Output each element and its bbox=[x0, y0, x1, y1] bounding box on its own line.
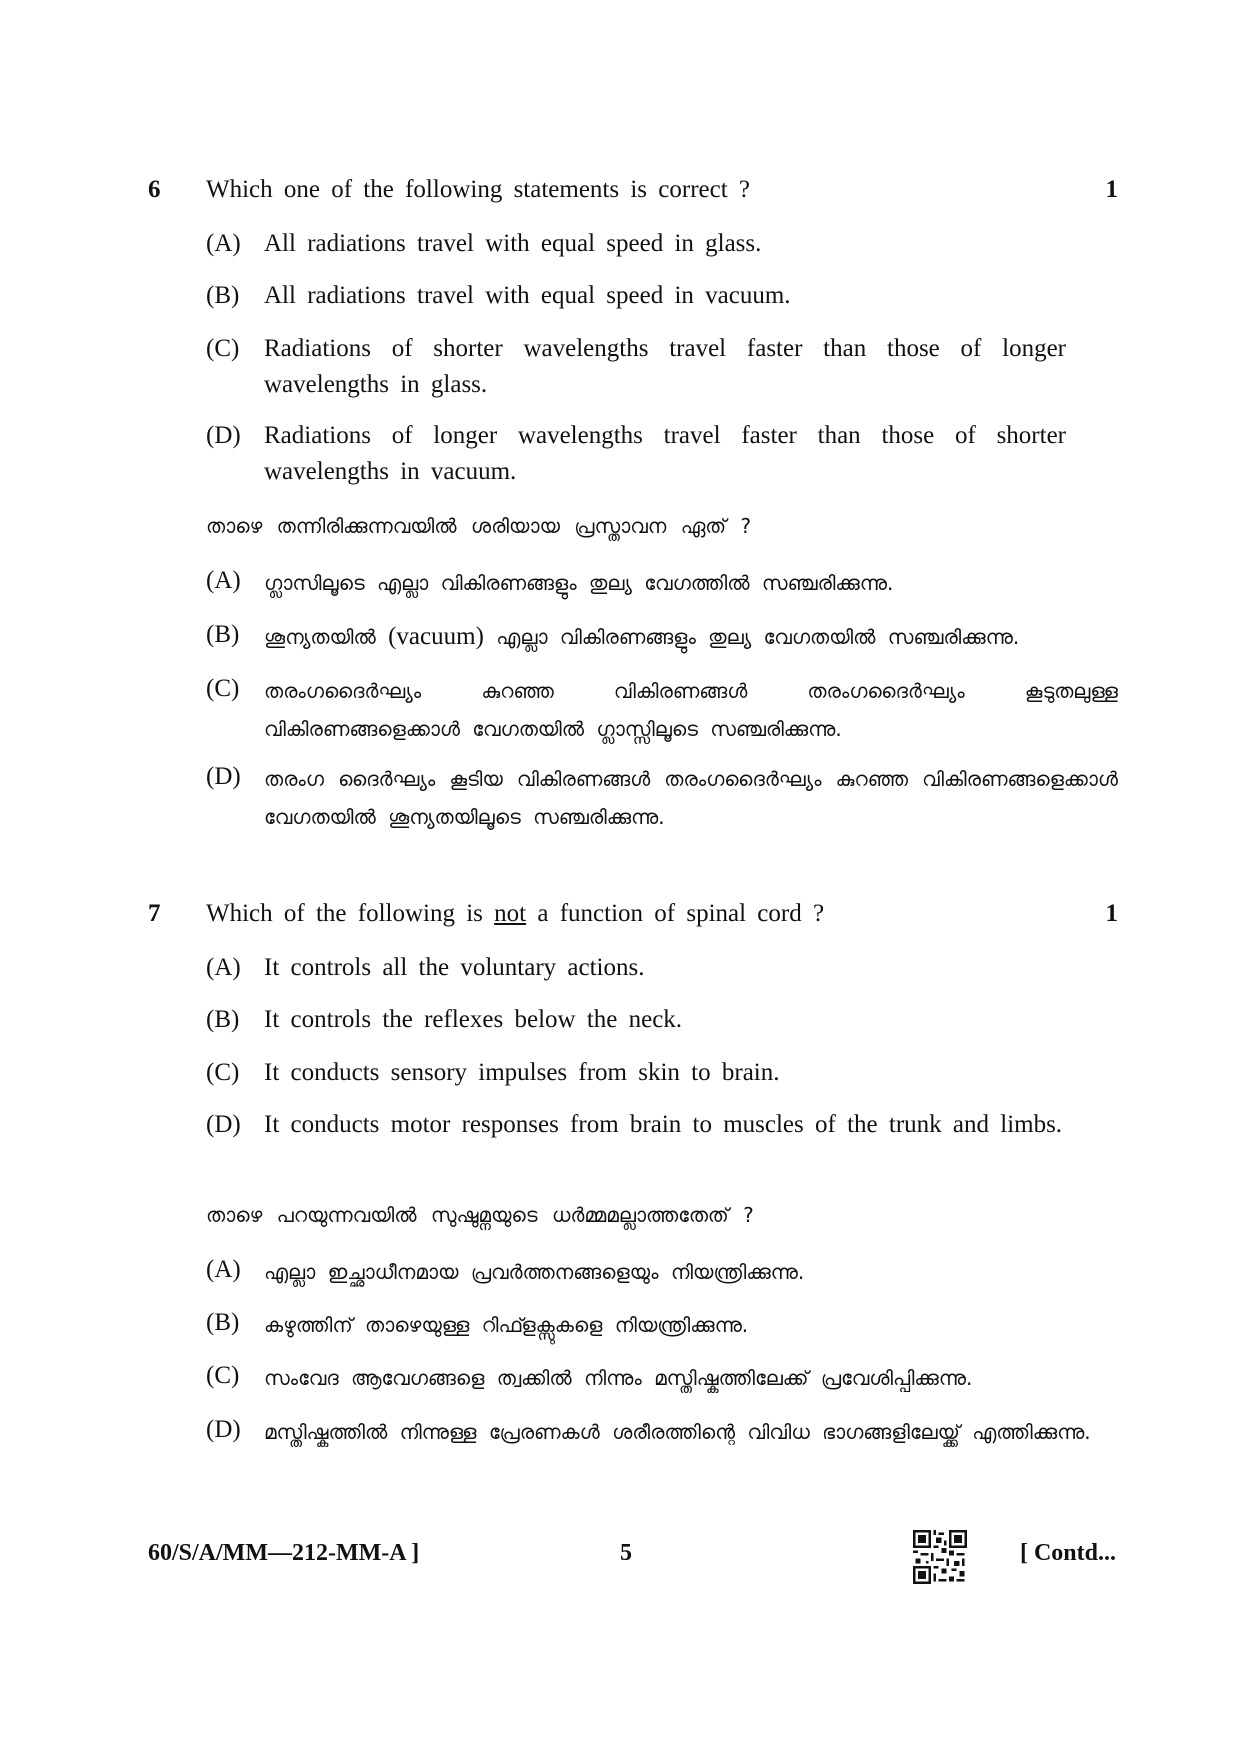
option-a bbox=[206, 226, 1066, 262]
malayalam-option-a bbox=[206, 564, 1118, 602]
option-text: It conducts motor responses from brain to muscles of the trunk and limbs. bbox=[264, 1111, 1063, 1138]
malayalam-option-d bbox=[206, 760, 1118, 836]
option-text: ഗ്ലാസിലൂടെ എല്ലാ വികിരണങ്ങളും തുല്യ വേഗത്തിൽ സഞ്ചരിക്കുന്നു. bbox=[264, 571, 894, 595]
malayalam-question-text: താഴെ പറയുന്നവയിൽ സുഷുമ്നയുടെ ധർമ്മമല്ലാത്തതേത് ? bbox=[206, 1203, 754, 1227]
option-b bbox=[206, 1002, 1066, 1038]
option-label: (A) bbox=[206, 230, 241, 257]
option-text: Radiations of longer wavelengths travel faster than those of shorter wavelengths in vacuum. bbox=[264, 422, 1066, 485]
malayalam-option-b bbox=[206, 618, 1118, 656]
option-text: All radiations travel with equal speed in vacuum. bbox=[264, 282, 791, 309]
question-text: Which one of the following statements is correct ? bbox=[206, 176, 751, 203]
option-text: Radiations of shorter wavelengths travel faster than those of longer wavelengths in glass. bbox=[264, 335, 1066, 398]
option-label: (A) bbox=[206, 954, 241, 981]
option-label: (A) bbox=[206, 567, 241, 594]
option-label: (B) bbox=[206, 1309, 240, 1336]
option-text-post: എല്ലാ വികിരണങ്ങളും തുല്യ വേഗതയിൽ സഞ്ചരിക്കുന്നു. bbox=[496, 625, 1020, 649]
malayalam-option-b bbox=[206, 1306, 1118, 1344]
question-text-pre: Which of the following is bbox=[206, 900, 483, 927]
option-label: (C) bbox=[206, 675, 240, 702]
question-7 bbox=[148, 900, 1118, 1444]
question-text-not: not bbox=[494, 900, 527, 927]
option-d bbox=[206, 418, 1066, 490]
option-text: It controls all the voluntary actions. bbox=[264, 954, 645, 981]
question-number: 6 bbox=[148, 176, 161, 203]
question-7-header bbox=[148, 900, 1118, 940]
malayalam-option-d bbox=[206, 1413, 1118, 1451]
option-label: (B) bbox=[206, 282, 240, 309]
option-label: (D) bbox=[206, 422, 241, 449]
option-text: സംവേദ ആവേഗങ്ങളെ ത്വക്കിൽ നിന്നും മസ്തിഷ്കത്തിലേക്ക് പ്രവേശിപ്പിക്കുന്നു. bbox=[264, 1366, 973, 1390]
option-text: It controls the reflexes below the neck. bbox=[264, 1006, 683, 1033]
option-label: (A) bbox=[206, 1256, 241, 1283]
page-footer bbox=[0, 1530, 1240, 1590]
option-b bbox=[206, 278, 1066, 314]
option-label: (B) bbox=[206, 621, 240, 648]
option-label: (D) bbox=[206, 1111, 241, 1138]
option-text: കഴുത്തിന് താഴെയുള്ള റിഫ്ളക്സുകളെ നിയന്ത്രിക്കുന്നു. bbox=[264, 1313, 749, 1337]
question-6-header bbox=[148, 176, 1118, 216]
malayalam-option-a bbox=[206, 1253, 1118, 1291]
option-text bbox=[264, 618, 1118, 656]
paper-code: 60/S/A/MM—212-MM-A ] bbox=[148, 1540, 420, 1566]
option-label: (C) bbox=[206, 1362, 240, 1389]
malayalam-option-c bbox=[206, 672, 1118, 748]
option-label: (C) bbox=[206, 335, 240, 362]
page-number: 5 bbox=[620, 1540, 632, 1566]
option-text: തരംഗദൈർഘ്യം കുറഞ്ഞ വികിരണങ്ങൾ തരംഗദൈർഘ്യം കൂടുതലുള്ള വികിരണങ്ങളെക്കാൾ വേഗതയിൽ ഗ്ലാസ്സിലൂടെ സഞ്ചരിക്കുന്നു. bbox=[264, 679, 1118, 741]
option-label: (C) bbox=[206, 1059, 240, 1086]
malayalam-option-c bbox=[206, 1359, 1118, 1397]
option-text: തരംഗ ദൈർഘ്യം കൂടിയ വികിരണങ്ങൾ തരംഗദൈർഘ്യം കുറഞ്ഞ വികിരണങ്ങളെക്കാൾ വേഗതയിൽ ശൂന്യതയിലൂടെ സഞ്ചരിക്കുന്നു. bbox=[264, 767, 1118, 829]
option-text: All radiations travel with equal speed in glass. bbox=[264, 230, 762, 257]
qr-code-icon bbox=[913, 1530, 967, 1584]
question-marks: 1 bbox=[1105, 900, 1118, 927]
option-c bbox=[206, 331, 1066, 403]
option-a bbox=[206, 950, 1066, 986]
option-c bbox=[206, 1055, 1066, 1091]
option-text: മസ്തിഷ്കത്തിൽ നിന്നുള്ള പ്രേരണകൾ ശരീരത്തിന്റെ വിവിധ ഭാഗങ്ങളിലേയ്ക്ക് എത്തിക്കുന്നു. bbox=[264, 1420, 1091, 1444]
option-text-pre: ശൂന്യതയിൽ bbox=[264, 625, 376, 649]
question-text-post: a function of spinal cord ? bbox=[537, 900, 825, 927]
question-6 bbox=[148, 176, 1118, 216]
question-marks: 1 bbox=[1105, 176, 1118, 203]
option-label: (D) bbox=[206, 1416, 241, 1443]
option-label: (D) bbox=[206, 763, 241, 790]
option-d bbox=[206, 1107, 1066, 1143]
question-number: 7 bbox=[148, 900, 161, 927]
option-text-english: (vacuum) bbox=[388, 623, 484, 650]
malayalam-question-text: താഴെ തന്നിരിക്കുന്നവയിൽ ശരിയായ പ്രസ്താവന ഏത് ? bbox=[206, 514, 752, 538]
question-text bbox=[206, 900, 824, 928]
option-text: എല്ലാ ഇച്ഛാധീനമായ പ്രവർത്തനങ്ങളെയും നിയന്ത്രിക്കുന്നു. bbox=[264, 1260, 805, 1284]
option-text: It conducts sensory impulses from skin to brain. bbox=[264, 1059, 780, 1086]
option-label: (B) bbox=[206, 1006, 240, 1033]
continued-label: [ Contd... bbox=[1019, 1540, 1116, 1566]
